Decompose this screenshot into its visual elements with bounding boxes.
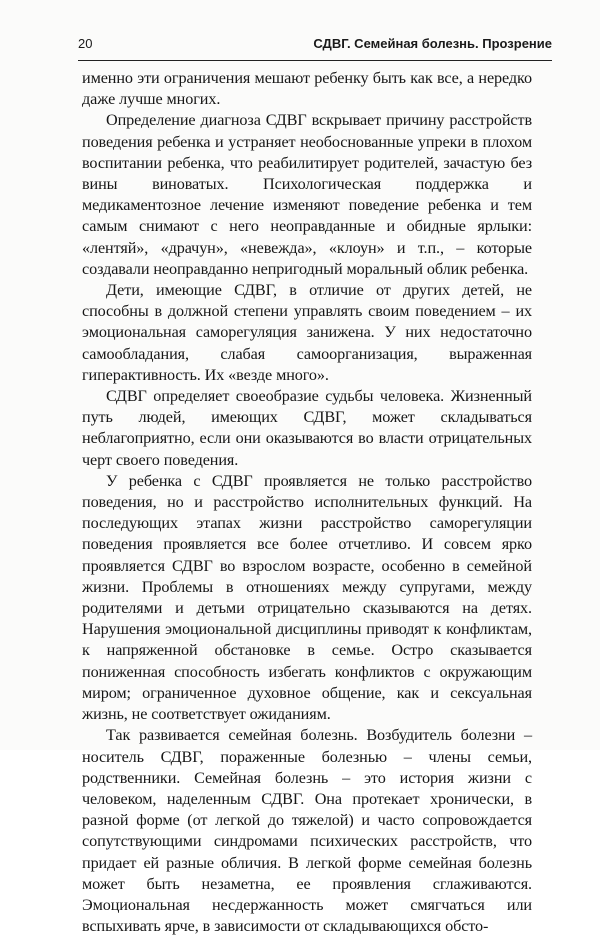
- page-header: [78, 36, 552, 56]
- paragraph: СДВГ определяет своеобразие судьбы человека. Жизненный путь людей, имеющих СДВГ, может складываться неблагоприятно, если они оказываются во власти отрицательных черт своего поведения.: [82, 387, 532, 469]
- running-title: СДВГ. Семейная болезнь. Прозрение: [313, 36, 552, 51]
- paragraph: У ребенка с СДВГ проявляется не только расстройство поведения, но и расстройство исполнительных функций. На последующих этапах жизни расстройство саморегуляции поведения проявляется все более отчетливо. И совсем ярко проявляется СДВГ во взрослом возрасте, особенно в семейной жизни. Проблемы в отношениях между супругами, между родителями и детьми отрицательно сказываются на детях. Нарушения эмоциональной дисциплины приводят к конфликтам, к напряженной обстановке в семье. Остро сказывается пониженная способность избегать конфликтов с окружающим миром; ограниченное духовное общение, как и сексуальная жизнь, не соответствует ожиданиям.: [82, 471, 532, 724]
- page-number: 20: [78, 36, 93, 51]
- header-divider: [78, 60, 552, 61]
- paragraph: Так развивается семейная болезнь. Возбудитель болезни – носитель СДВГ, пораженные болезнью – члены семьи, родственники. Семейная болезнь – это история жизни с человеком, наделенным СДВГ. Она протекает хронически, в разной форме (от легкой до тяжелой) и часто сопровождается сопутствующими синдромами психических расстройств, что придает ей разные обличия. В легкой форме семейная болезнь может быть незаметна, ее проявления сглаживаются. Эмоциональная несдержанность может смягчаться или вспыхивать ярче, в зависимости от складывающихся обсто-: [82, 726, 532, 936]
- paragraph: именно эти ограничения мешают ребенку быть как все, а нередко даже лучше многих.: [82, 69, 532, 109]
- body-text: [82, 68, 532, 937]
- paragraph: Определение диагноза СДВГ вскрывает причину расстройств поведения ребенка и устраняет необоснованные упреки в плохом воспитании ребенка, что реабилитирует родителей, зачастую без вины виноватых. Психологическая поддержка и медикаментозное лечение изменяют поведение ребенка и тем самым снимают с него неоправданные и обидные ярлыки: «лентяй», «драчун», «невежда», «клоун» и т.п., – которые создавали неоправданно непригодный моральный облик ребенка.: [82, 111, 532, 278]
- paragraph: Дети, имеющие СДВГ, в отличие от других детей, не способны в должной степени управлять своим поведением – их эмоциональная саморегуляция занижена. У них недостаточно самообладания, слабая самоорганизация, выраженная гиперактивность. Их «везде много».: [82, 281, 532, 384]
